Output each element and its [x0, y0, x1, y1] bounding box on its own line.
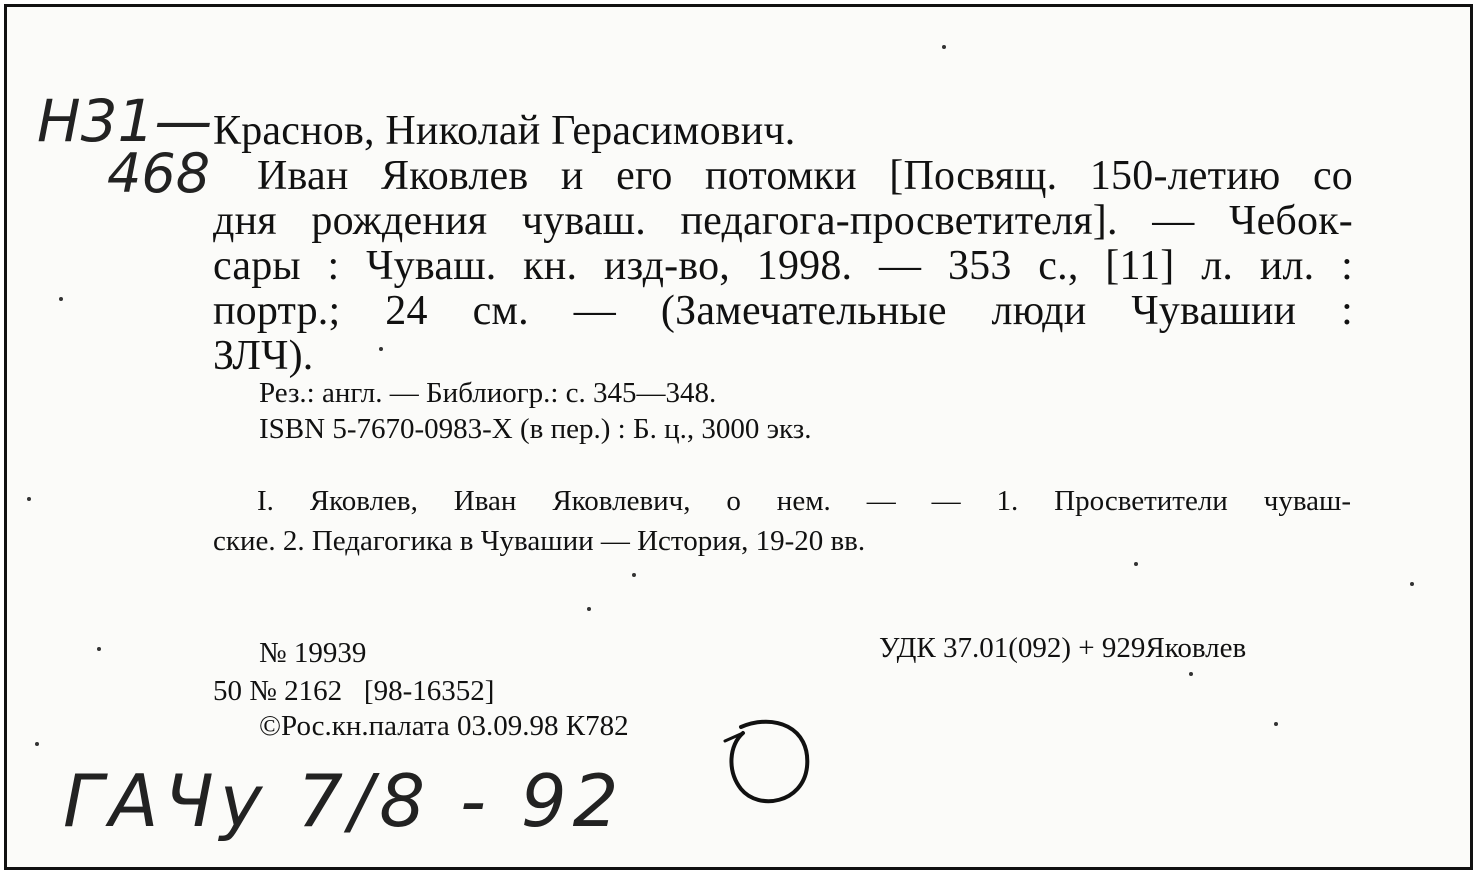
record-number: № 19939	[259, 637, 367, 669]
scan-speck	[632, 573, 636, 577]
scan-speck	[942, 45, 946, 49]
scan-speck	[35, 742, 39, 746]
scan-speck	[1274, 722, 1278, 726]
scan-speck	[59, 297, 63, 301]
description-line: портр.; 24 см. — (Замечательные люди Чувашии :	[213, 288, 1353, 334]
scan-speck	[1189, 672, 1193, 676]
scan-speck	[379, 347, 383, 351]
scan-speck	[587, 607, 591, 611]
circle-mark-icon	[719, 715, 819, 815]
subject-headings: I. Яковлев, Иван Яковлевич, о нем. — — 1. Просветители чуваш-	[257, 485, 1351, 517]
scan-speck	[1134, 562, 1138, 566]
udc-classification: УДК 37.01(092) + 929Яковлев	[879, 632, 1247, 664]
subject-headings-continued: ские. 2. Педагогика в Чувашии — История, 19-20 вв.	[213, 525, 866, 557]
call-number-line1: Н31—	[37, 87, 213, 155]
order-number: 50 № 2162 [98-16352]	[213, 675, 495, 707]
handwritten-archive-note: ГАЧу 7/8 - 92	[63, 759, 625, 843]
notes-summary-bibliography: Рез.: англ. — Библиогр.: с. 345—348.	[259, 377, 717, 409]
book-chamber-stamp-line: ©Рос.кн.палата 03.09.98 К782	[259, 710, 629, 742]
title-line: Иван Яковлев и его потомки [Посвящ. 150-летию со	[257, 153, 1353, 199]
author-heading: Краснов, Николай Герасимович.	[213, 108, 796, 154]
description-line: сары : Чуваш. кн. изд-во, 1998. — 353 с., [11] л. ил. :	[213, 243, 1353, 289]
scan-speck	[1410, 582, 1414, 586]
catalog-card	[4, 4, 1473, 870]
call-number-line2: 468	[107, 142, 211, 205]
description-line: ЗЛЧ).	[213, 333, 314, 379]
scan-speck	[97, 647, 101, 651]
isbn-line: ISBN 5-7670-0983-X (в пер.) : Б. ц., 3000 экз.	[259, 413, 812, 445]
description-line: дня рождения чуваш. педагога-просветителя]. — Чебок-	[213, 198, 1353, 244]
scan-speck	[27, 497, 31, 501]
